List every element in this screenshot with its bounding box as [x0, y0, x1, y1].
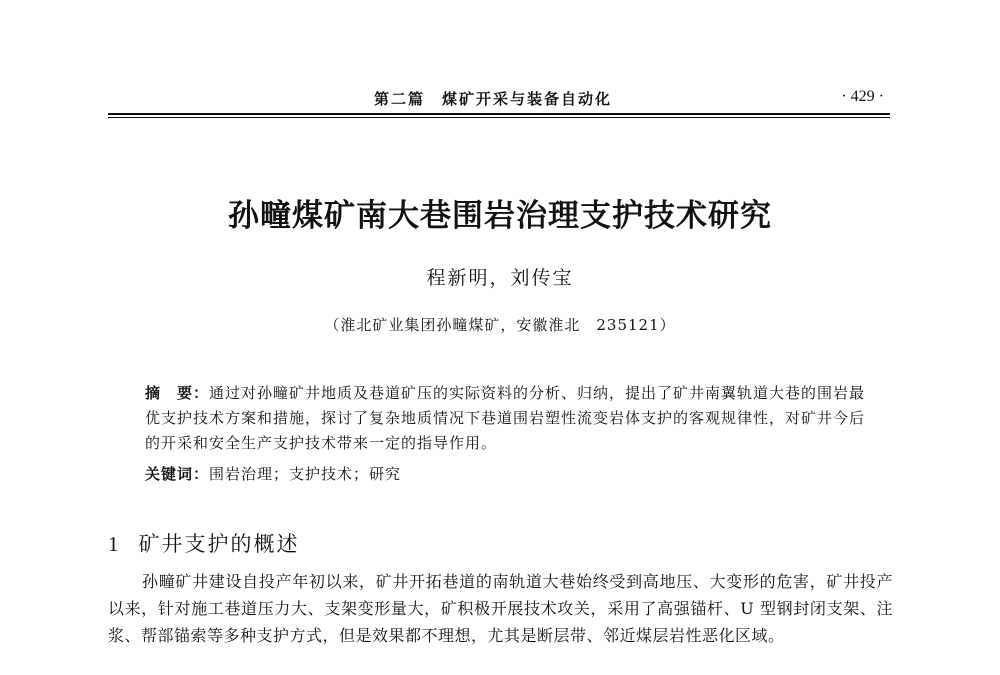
page-number: · 429 ·: [841, 88, 884, 105]
keywords-label: 关键词：: [145, 465, 210, 483]
keywords: [145, 463, 880, 484]
section-heading: [108, 528, 300, 558]
section-title: 第二篇 煤矿开采与装备自动化: [374, 90, 613, 108]
running-header: [108, 88, 890, 110]
abstract: [145, 381, 880, 456]
header-rule-thin: [108, 117, 890, 118]
authors: 程新明，刘传宝: [426, 267, 574, 289]
header-rule-thick: [108, 113, 890, 115]
paper-title: 孙疃煤矿南大巷围岩治理支护技术研究: [228, 198, 772, 234]
abstract-label: 摘 要：: [145, 384, 210, 402]
affiliation: （淮北矿业集团孙疃煤矿，安徽淮北 235121）: [324, 316, 676, 334]
keywords-text: 围岩治理；支护技术；研究: [209, 465, 402, 483]
abstract-text: 通过对孙疃矿井地质及巷道矿压的实际资料的分析、归纳，提出了矿井南翼轨道大巷的围岩最优支护技术方案和措施，探讨了复杂地质情况下巷道围岩塑性流变岩体支护的客观规律性，对矿井今后的开采和安全生产支护技术带来一定的指导作用。: [145, 384, 866, 452]
body-paragraph: 孙疃矿井建设自投产年初以来，矿井开拓巷道的南轨道大巷始终受到高地压、大变形的危害，矿井投产以来，针对施工巷道压力大、支架变形量大，矿积极开展技术攻关，采用了高强锚杆、U 型钢封闭支架、注浆、帮部锚索等多种支护方式，但是效果都不理想，尤其是断层带、邻近煤层岩性恶化区域。: [108, 572, 893, 645]
section-heading-title: 矿井支护的概述: [138, 532, 300, 556]
section-number: 1: [108, 532, 121, 556]
